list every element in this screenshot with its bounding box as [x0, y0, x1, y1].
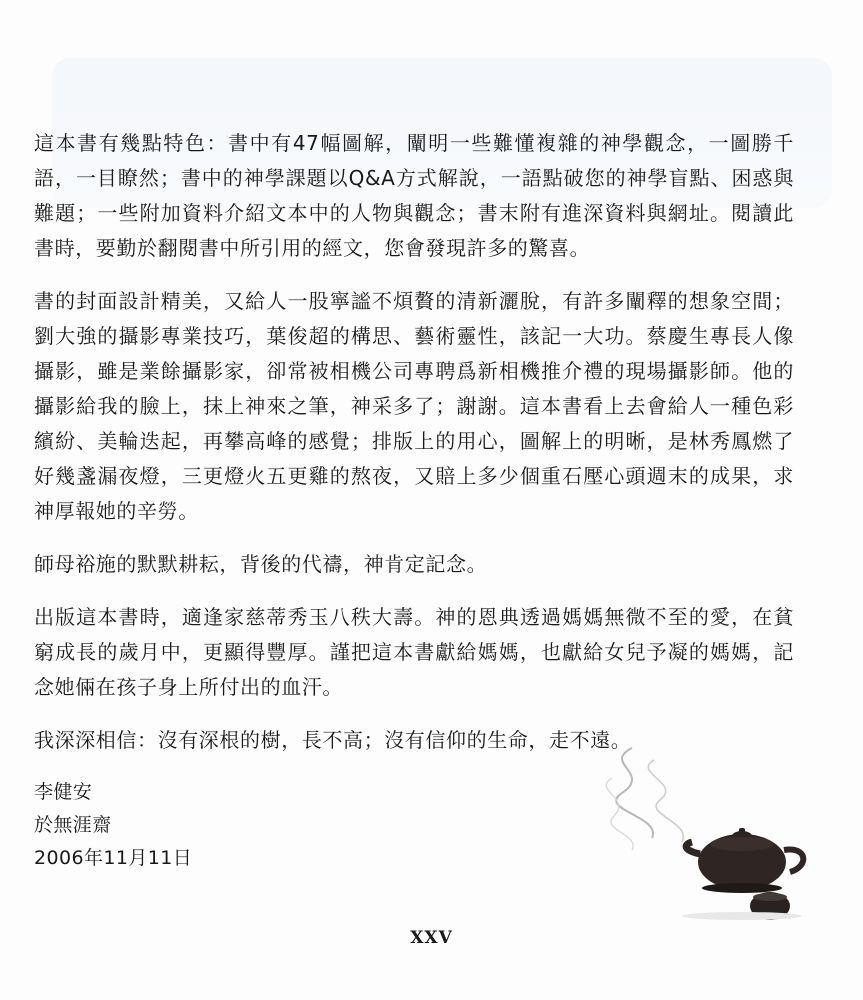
paragraph-dedication: 出版這本書時，適逢家慈蒂秀玉八秩大壽。神的恩典透過媽媽無微不至的愛，在貧窮成長的歲月中，更顯得豐厚。謹把這本書獻給媽媽，也獻給女兒予凝的媽媽，記念她倆在孩子身上所付出的血汗。 [34, 605, 794, 699]
paragraph-wife-thanks: 師母裕施的默默耕耘，背後的代禱，神肯定記念。 [34, 552, 488, 576]
signature-date: 2006年11月11日 [34, 847, 193, 869]
paragraph-features: 這本書有幾點特色：書中有47幅圖解，闡明一些難懂複雜的神學觀念，一圖勝千語，一目瞭然；書中的神學課題以Q&A方式解說，一語點破您的神學盲點、困惑與難題；一些附加資料介紹文本中的人物與觀念；書末附有進深資料與網址。閱讀此書時，要勤於翻閱書中所引用的經文，您會發現許多的驚喜。 [34, 131, 794, 260]
steam-wisp-icon [616, 748, 653, 838]
author-name: 李健安 [34, 781, 93, 803]
steam-wisp-icon [648, 760, 683, 842]
teapot-illustration [592, 738, 822, 923]
paragraph-design-credits: 書的封面設計精美，又給人一股寧謐不煩贅的清新灑脫，有許多闡釋的想象空間；劉大強的攝影專業技巧，葉俊超的構思、藝術靈性，該記一大功。蔡慶生專長人像攝影，雖是業餘攝影家，卻常被相機公司專聘爲新相機推介禮的現場攝影師。他的攝影給我的臉上，抹上神來之筆，神采多了；謝謝。這本書看上去會給人一種色彩繽紛、美輪迭起，再攀高峰的感覺；排版上的用心，圖解上的明晰，是林秀鳳燃了好幾盞漏夜燈，三更燈火五更雞的熬夜，又賠上多少個重石壓心頭週末的成果，求神厚報她的辛勞。 [34, 289, 794, 523]
page-number: XXV [410, 928, 453, 948]
author-place: 於無涯齋 [34, 814, 112, 836]
steam-wisp-icon [606, 778, 633, 850]
paragraph-belief: 我深深相信：沒有深根的樹，長不高；沒有信仰的生命，走不遠。 [34, 728, 632, 752]
